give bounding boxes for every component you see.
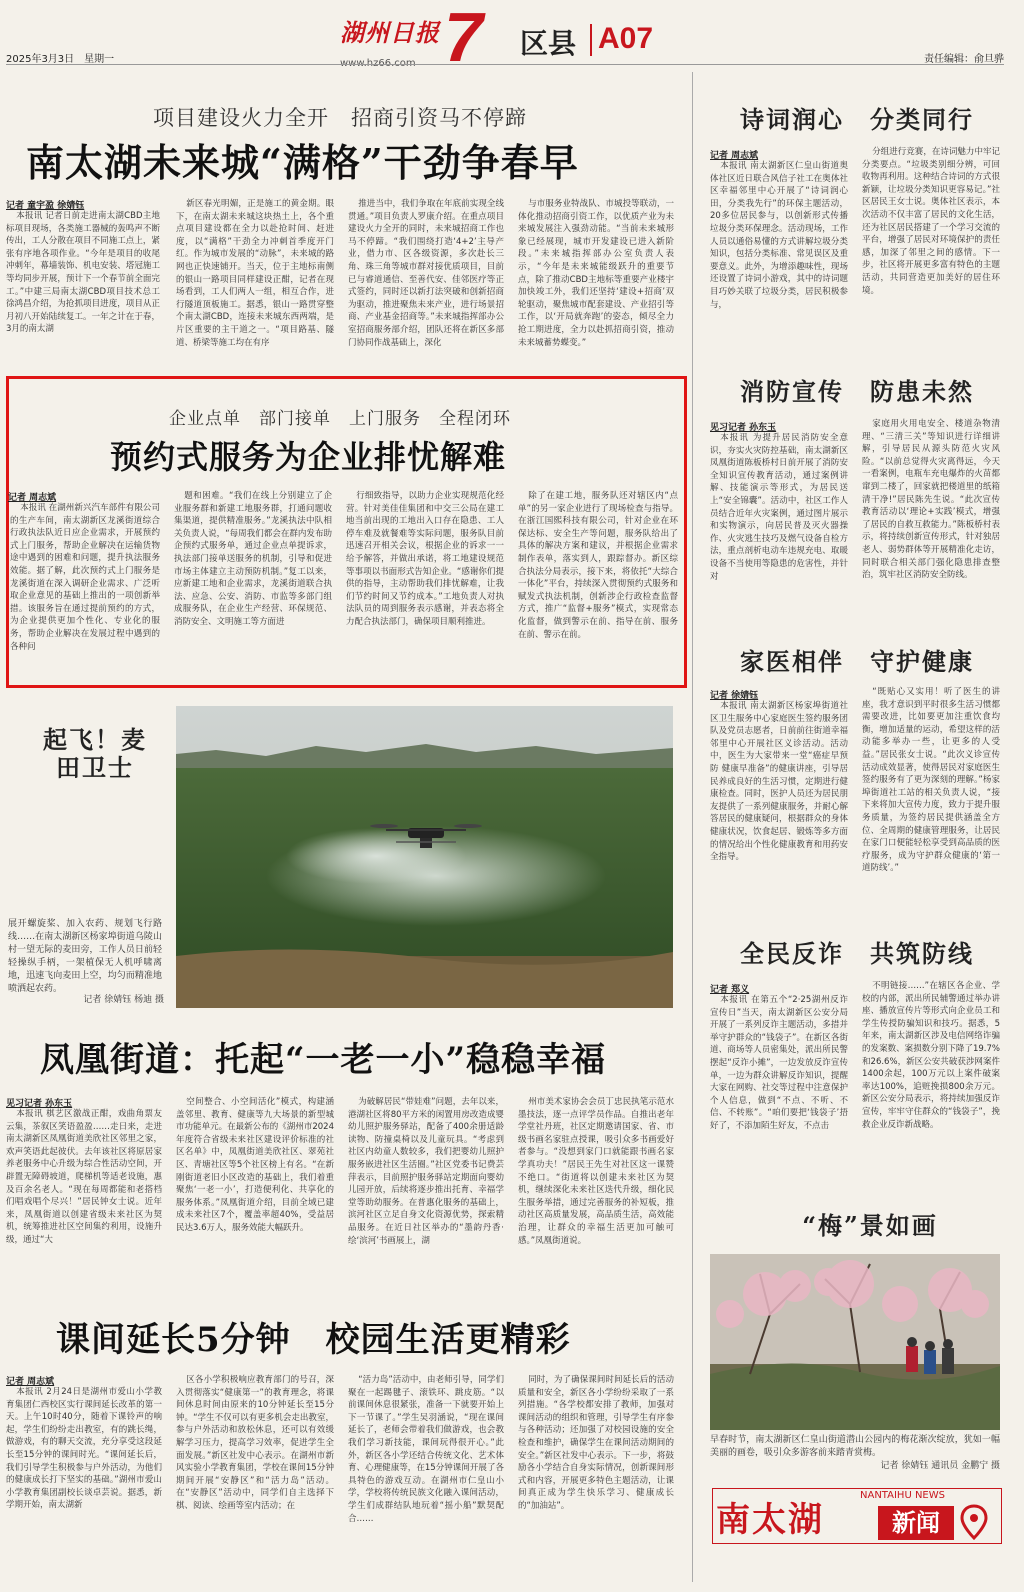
side1-col-1: 本报讯 南太湖新区仁皇山街道奥体社区近日联合风信子社工在奥体社区幸福邻里中心开展了“诗词润心田，分类我先行”的环保主题活动，20多位居民参与，以创新形式传播垃圾分类环保理念。活动现场，工作人员以通俗易懂的方式讲解垃圾分类知识，包括分类标准、常见误区及重要意义。此外，为增添趣味性，现场还设置了诗词小游戏，其中的诗词题目巧妙关联了垃圾分类，居民积极参与， [710,161,848,310]
section-divider [590,24,592,56]
side4-title: 全民反诈 共筑防线 [740,939,974,968]
photo1-title: 起飞！麦田卫士 [43,725,147,782]
masthead-rule [6,64,1004,65]
article3-col-1: 本报讯 棋艺区激战正酣，戏曲角票友云集，茶叙区笑语盈盈……走日来，走进南太湖新区凤凰街道美欣社区邻里之家，欢声笑语此起彼伏。去年该社区将原居家养老服务中心升级为综合性活动空间，开辟置无障碍坡道，爬梯机等适老设施，惠及百余名老人。“现在每周都能和老搭档们唱戏唱个尽兴！”居民钟女士说。近年来，凤凰街道以创建省级未来社区为契机，统筹推进社区空间集约利用，设施升级，通过“大 [6,1109,162,1245]
website-url[interactable]: www.hz66.com [340,58,416,69]
article4-byline: 记者 周志斌 [6,1377,55,1387]
editor-credit: 责任编辑：俞旦骅 [924,54,1004,65]
article3-byline: 见习记者 孙东玉 [6,1099,73,1109]
article4-col-4: 同时，为了确保课间时间延长后的活动质量和安全，新区各小学纷纷采取了一系列措施。“各学校都安排了教师，加强对课间活动的组织和管理，引导学生有序参与各种活动；还加强了对校园设施的安全检查和维护，确保学生在课间活动期间的安全。”新区社发中心表示。下一步，将鼓励各小学结合自身实际情况，创新课间形式和内容，开展更多特色主题活动，让课间真正成为学生快乐学习、健康成长的“加油站”。 [518,1375,674,1511]
article2-col-3: 行细致指导，以助力企业实现规范化经营。针对美佳佳集团和中交三公局在建工地当前出现的工地出入口存在隐患、工人停车难及就餐难等实际问题，服务队目前迅速召开相关会议，根据企业的诉求一一给予解答，并做出承诺，将工地建设规范等事项以书面形式告知企业。“感谢你们提供的指导，主动帮助我们排忧解难，让我们节约时间又节约成本。”工地负责人对执法队员的周到服务表示感谢，并表态将全力配合执法部门，确保项目顺利推进。 [346,491,504,627]
photo2-title: “梅”景如画 [802,1211,938,1240]
side1-byline: 记者 周志斌 [710,151,759,161]
side2-col-1: 本报讯 为提升居民消防安全意识，夯实火灾防控基础，南太湖新区凤凰街道陈板桥村日前开展了消防安全知识宣传教育活动，通过案例讲解、技能演示等形式，为居民送上“安全锦囊”。活动中，社区工作人员结合近年火灾案例，通过图片展示和实物演示，向居民普及灭火器操作、火灾逃生技巧及燃气设备自检方法，重点剖析电动车违规充电、取暖设备不当使用等隐患的危害性，并针对 [710,433,848,582]
article1-title: 南太湖未来城“满格”干劲争春早 [26,140,579,185]
side3-byline: 记者 徐婧钰 [710,691,759,701]
nantaihu-logo-news: 新闻 [878,1506,954,1540]
location-pin-icon [960,1504,988,1540]
nantaihu-logo-cn: 南太湖 [716,1500,824,1540]
article3-col-2: 空间整合、小空间活化”模式，构建涵盖邻里、教育、健康等九大场景的新型城市功能单元。在最新公布的《湖州市2024年度符合省级未来社区建设评价标准的社区名单》中，凤凰街道美欣社区、翠苑社区、青塘社区等5个社区榜上有名。“在新刚街道老旧小区改造的基础上，我们着重聚焦‘一老一小’，打造便利化、共享化的服务体系。”凤凰街道介绍，目前全域已建成未来社区7个，覆盖率超40%，受益居民达3.6万人，服务效能大幅跃升。 [176,1097,334,1233]
article3-title: 凤凰街道：托起“一老一小”稳稳幸福 [40,1040,607,1080]
article2-col-2: 题和困难。“我们在线上分别建立了企业服务群和新建工地服务群，打通问题收集渠道，提供精准服务。”龙溪执法中队相关负责人说，“每周我们都会在群内发布助企预约式服务单，通过企业点单提诉求，执法部门接单送服务的机制，引导和促进市场主体建立主动预防机制。”复工以来，应新建工地和企业需求，龙溪街道联合执法、应急、公安、消防、市监等多部门组成服务队，在企业生产经营、环保规范、消防安全、文明施工等方面进 [174,491,332,627]
article2-col-4: 除了在建工地，服务队还对辖区内“点单”的另一家企业进行了现场检查与指导。在浙江国熙科技有限公司，针对企业在环保达标、安全生产等问题，服务队给出了具体的解决方案和建议，并根据企业需求制作表单，落实到人，跟踪督办。新区综合执法分局表示，接下来，将依托“大综合一体化”平台，持续深入贯彻预约式服务和赋发式执法机制，创新涉企行政检查监督方式，推广“监督+服务”模式，实现常态化监督，做到警示在前、指导在前、服务在前、警示在前。 [518,491,678,640]
photo1-caption: 展开螺旋桨、加入农药、规划飞行路线……在南太湖新区杨家埠街道乌陵山村一望无际的麦田旁，工作人员日前轻轻操纵手柄，一架植保无人机呼啸离地，迅速飞向麦田上空，均匀而精准地喷洒起农药。 [8,919,162,994]
newspaper-logo: 湖州日报 [340,18,440,47]
side2-byline: 见习记者 孙东玉 [710,423,777,433]
side3-col-1: 本报讯 南太湖新区杨家埠街道社区卫生服务中心家庭医生签约服务团队及党员志愿者，日前前往街道幸福邻里中心开展社区义诊活动。活动中，医生为大家带来一堂“癌症早预防 健康早准备”的健康讲座，引导居民养成良好的生活习惯，定期进行健康检查。同时，医护人员还为居民朋友提供了一系列健康服务，并耐心解答居民的健康疑问，根据群众的身体健康状况，饮食起居、锻炼等多方面的情况给出个性化健康教育和用药安全指导。 [710,701,848,863]
drone-wheat-photo [176,706,673,1008]
column-divider [692,72,693,1582]
photo1-credit: 记者 徐婧钰 杨迪 摄 [83,995,164,1005]
side1-title: 诗词润心 分类同行 [740,105,974,134]
article1-col-2: 新区春光明媚，正是施工的黄金期。眼下，在南太湖未来城这块热土上，各个重点项目建设都在全力以赴抢时间、赶进度，以“满格”干劲全力冲刺首季度开门红。作为城市发展的“动脉”，未来城的路网也正快速铺开。当天，位于主地标南侧的银山一路项目同样建设正酣，记者在现场看到，工人们两人一组，相互合作，进行隧道顶板施工。据悉，银山一路贯穿整个南太湖CBD，连接未来城东西两端，是片区重要的主干道之一。“项目路基、隧道、桥梁等施工均在有序 [176,199,334,348]
side2-col-2: 家庭用火用电安全、楼道杂物清理、“三清三关”等知识进行详细讲解，引导居民从源头防范火灾风险。“以前总觉得火灾离得远，今天一看案例，电瓶车充电爆炸的火苗都窜到二楼了，回家就把楼道里的纸箱清干净!”居民陈先生说。“此次宣传教育活动以‘理论+实践’模式，增强了居民的自救互救能力。”陈板桥村表示，将持续创新宣传形式，针对独居老人、弱势群体等开展精准化走访，同时联合相关部门强化隐患排查整治，筑牢社区消防安全防线。 [862,419,1000,581]
nantaihu-logo-en: NANTAIHU NEWS [860,1490,945,1501]
side4-col-2: 不明链接……”在辖区各企业、学校的内部，派出所民辅警通过举办讲座、播放宣传片等形式向企业员工和学生传授防骗知识和技巧。据悉，5年来，南太湖新区涉及电信网络诈骗的发案数、案损数分别下降了19.7%和26.6%，新区公安共破获涉网案件1400余起，100万元以上案件破案率达100%，追赃挽损800余万元。新区公安分局表示，将持续加强反诈宣传，牢牢守住群众的“钱袋子”，挽救企业反诈新战略。 [862,981,1000,1130]
article1-col-1: 本报讯 记者日前走进南太湖CBD主地标项目现场，各类施工器械的轰鸣声不断传出，工人分散在项目不同施工点上，紧张有序地各项作业。“今年是项目的收尾冲刺年，幕墙装饰、机电安装、塔冠施工等均同步开展，预计下一个春节前全面完工。”中建三局南太湖CBD项目技术总工徐鸿昌介绍，为抢抓项目进度，项目从正月初八开始陆续复工。一年之计在于春，3月的南太湖 [6,211,160,335]
issue-date: 2025年3月3日 星期一 [6,54,115,65]
article4-title: 课间延长5分钟 校园生活更精彩 [56,1320,571,1360]
side4-byline: 记者 郑义 [710,985,750,995]
photo2-caption: 早春时节，南太湖新区仁皇山街道潜山公园内的梅花渐次绽放，犹如一幅美丽的画卷，吸引众多游客前来踏青赏梅。 [710,1435,1000,1458]
article3-col-3: 为破解居民“带娃难”问题，去年以来，港湖社区将80平方米的闲置用房改造成婴幼儿照护服务驿站，配备了400余册适龄读物、防撞桌椅以及儿童玩具。“考虑到社区内幼童人数较多，我们把婴幼儿照护服务嵌进社区生活圈。”社区党委书记费芸萍表示，目前照护服务驿站定期面向婴幼儿园开放，后续将逐步推出托育、幸福学堂等助幼服务。在普惠化服务的基础上，滨河社区立足自身文化资源优势，探索精品服务。在近日社区举办的“墨韵丹香·绘‘滨河’书画展上，湖 [348,1097,504,1246]
article1-byline: 记者 童宇盈 徐婧钰 [6,201,85,211]
article1-kicker: 项目建设火力全开 招商引资马不停蹄 [153,106,527,130]
side1-col-2: 分组进行竞赛，在诗词魅力中牢记分类要点。“垃圾类别细分辨，可回收物再利用。这种结合诗词的方式很新颖，让垃圾分类知识更容易记。”社区居民王女士说。奥体社区表示，本次活动不仅丰富了居民的文化生活，还为社区居民搭建了一个学习交流的平台，增强了居民对环境保护的责任感，加深了邻里之间的感情。下一步，社区将开展更多富有特色的主题活动，共同营造更加美好的居住环境。 [862,147,1000,296]
article2-title: 预约式服务为企业排忧解难 [110,438,507,476]
side3-title: 家医相伴 守护健康 [740,647,974,676]
article2-byline: 记者 周志斌 [8,493,57,503]
article4-col-3: “活力岛”活动中，由老师引导，同学们聚在一起踢毽子、滚铁环、跳皮筋。“以前课间休息很紧张，准备一下就要开始上下一节课了。”学生吴羽涵说，“现在课间延长了，老师会带着我们做游戏，也会教我们学习新技能，课间玩得很开心。”此外，新区各小学还结合传统文化、艺术体育、心理健康等，在15分钟课间开展了各具特色的游戏互动。在湖州市仁皇山小学，学校将传统民族文化融入课间活动，学生们成群结队地玩着“摇小船”默契配合…… [348,1375,504,1524]
article3-col-4: 州市美术家协会会员丁忠民执笔示范水墨技法，逐一点评学员作品。自推出老年学堂社丹班，社区定期邀请国家、省、市级书画名家驻点授课，吸引众多书画爱好者参与。“没想到家门口就能跟书画名家学真功夫！”居民王先生对社区这一课赞不绝口。“街道将以创建未来社区为契机，继续深化未来社区迭代升级，细化民生服务举措，通过完善服务的补短板，推动社区高质量发展，高品质生活，高效能治理，让群众的幸福生活更加可触可感。”凤凰街道说。 [518,1097,674,1246]
issue-mark: 7 [444,0,483,76]
side3-col-2: “既贴心又实用！听了医生的讲座，我才意识到平时很多生活习惯都需要改进，比如要更加注重饮食均衡，增加适量的运动，希望这样的活动能多举办一些，让更多的人受益。”居民张女士说。“此次义诊宣传活动成效显著，使得居民对家庭医生签约服务有了更为深刻的理解。”杨家埠街道社工站的相关负责人说，“接下来将加大宣传力度，致力于提升服务质量，为签约居民提供涵盖全方位、全周期的健康管理服务，让居民在家门口便能轻松享受到高品质的医疗服务，成为守护群众健康的‘第一道防线’。” [862,687,1000,874]
article1-col-3: 推进当中，我们争取在年底前实现全线贯通。”项目负责人罗康介绍。在重点项目建设火力全开的同时，未来城招商工作也马不停蹄。“我们围绕打造‘4+2’主导产业，借力市、区各级资源，多次赴长三角、珠三角等城市群对接优质项目，目前已与睿道通信、至善代安、佳邻医疗等正式签约，同时还以新打法突破和创新招商为驱动，推进聚焦未来产业，进行场景招商、产业基金招商等。”未来城指挥部办公室招商服务部介绍，团队还将在新区多部门协同作战基础上，深化 [348,199,504,348]
page-number: A07 [598,22,654,55]
plum-blossom-photo [710,1254,1000,1430]
side2-title: 消防宣传 防患未然 [740,377,974,406]
article2-col-1: 本报讯 在湖州新兴汽车部件有限公司的生产车间，南太湖新区龙溪街道综合行政执法队近日应企业需求，开展预约式上门服务，帮助企业解决在运输货物途中遇到的困难和问题，提升执法服务效能。据了解，此次预约式上门服务是龙溪街道在深入调研企业需求、广泛听取企业意见的基础上推出的一项创新举措。该服务旨在通过提前预约的方式，为企业提供更加个性化、专业化的服务，帮助企业解决在发展过程中遇到的各种问 [10,503,160,652]
article1-col-4: 与市服务业特战队、市城投等联动，一体化推动招商引资工作，以优质产业为未来城发展注入强劲动能。“当前未来城形象已经展现，城市开发建设已进入新阶段。”未来城指挥部办公室负责人表示，“今年是未来城能级跃升的重要节点，除了推动CBD主地标等重要产业楼宇加快竣工外，我们还坚持‘建设+招商’双轮驱动，聚焦城市配套建设、产业招引等工作，以‘开局就奔跑’的姿态，倾尽全力抢工期进度，全力以赴抓招商引资，推动未来城蓄势蝶变。” [518,199,674,348]
article4-col-2: 区各小学积极响应教育部门的号召，深入贯彻落实“健康第一”的教育理念，将课间休息时间由原来的10分钟延长至15分钟。“学生不仅可以有更多机会走出教室，参与户外活动和放松休息，还可以有效缓解学习压力，提高学习效率，促进学生全面发展。”新区社发中心表示。在湖州市新风实验小学教育集团，学校在课间15分钟期间开展“安静区”和“活力岛”活动。在“安静区”活动中，同学们自主选择下棋、阅读、绘画等室内活动；在 [176,1375,334,1511]
side4-col-1: 本报讯 在第五个“2·25湖州反诈宣传日”当天，南太湖新区公安分局开展了一系列反诈主题活动，多措并举守护群众的“钱袋子”。在新区各街道、商场等人员密集处，派出所民警摆起“反诈小摊”，一边发放反诈宣传单，一边为群众讲解反诈知识，提醒大家在网购、社交等过程中注意保护个人信息，做到“不点、不听、不信、不转账”。“咱们要把‘钱袋子’捂好了，不添加陌生好友，不点击 [710,995,848,1131]
article2-kicker: 企业点单 部门接单 上门服务 全程闭环 [169,409,511,429]
section-name: 区县 [520,27,577,60]
article4-col-1: 本报讯 2月24日是湖州市爱山小学教育集团仁西校区实行课间延长改革的第一天。上午10时40分，随着下课铃声的响起，学生们纷纷走出教室，有的跳长绳，做游戏，有的聊天交流，充分享受这段延长至15分钟的课间时光。“课间延长后，我们引导学生积极参与户外活动，为他们的健康成长打下坚实的基础。”湖州市爱山小学教育集团副校长谈卓芸说。据悉，新学期开始，南太湖新 [6,1387,162,1511]
photo2-credit: 记者 徐婧钰 通讯员 金鹏宁 摄 [880,1461,1000,1471]
